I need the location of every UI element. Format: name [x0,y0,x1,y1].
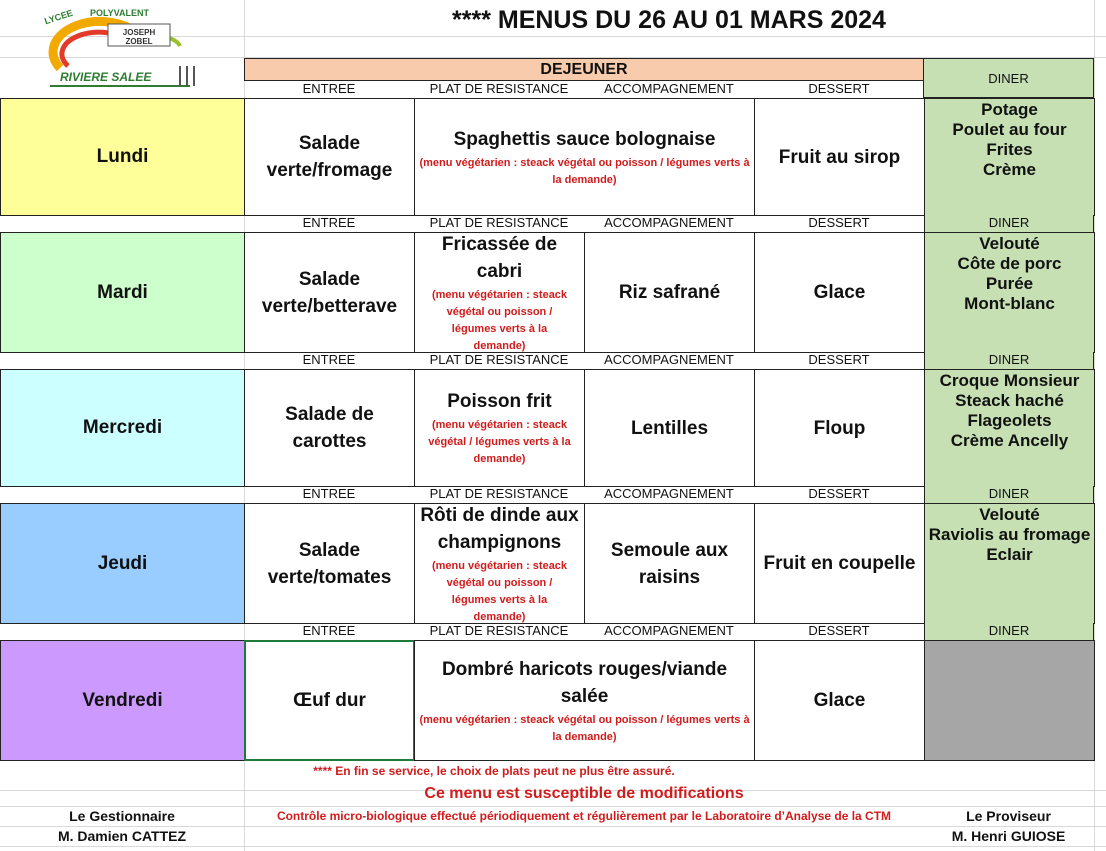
vegetarian-option: (menu végétarien : steack végétal ou poisson / légumes verts à la demande) [431,559,568,623]
logo-name: JOSEPH ZOBEL [122,28,156,46]
column-header-diner: DINER [924,215,1094,232]
entree-cell [244,640,415,761]
plat-dish: Dombré haricots rouges/viande salée [441,658,728,707]
entree-cell [244,369,415,487]
entree-cell [244,503,415,624]
footer-note-modifications: Ce menu est susceptible de modifications [424,785,744,802]
column-header-entree: ENTREE [302,486,356,501]
entree-dish: Salade de carottes [285,404,374,452]
column-header-diner: DINER [924,352,1094,369]
logo-city: RIVIERE SALEE [60,70,152,84]
dejeuner-label: DEJEUNER [540,60,628,78]
gridline [0,846,1106,847]
column-header-entree: ENTREE [302,81,356,96]
dessert-dish: Fruit au sirop [778,146,901,168]
logo-text-line2: POLYVALENT [90,8,150,18]
entree-dish: Salade verte/betterave [261,268,398,317]
plat-cell [414,503,585,624]
column-header-plat: PLAT DE RESISTANCE [429,623,569,638]
entree-dish: Salade verte/tomates [267,539,392,588]
dessert-dish: Fruit en coupelle [763,553,916,574]
diner-item: Mont-blanc [964,294,1055,313]
plat-cell [414,640,755,761]
school-logo [30,6,210,94]
diner-item: Crème Ancelly [950,431,1069,450]
column-header-entree: ENTREE [302,623,356,638]
column-header-diner: DINER [924,623,1094,640]
plat-cell [414,98,755,216]
plat-dish: Rôti de dinde aux champignons [420,504,579,553]
column-header-dessert: DESSERT [808,215,870,230]
diner-item: Côte de porc [957,254,1062,273]
dessert-cell [754,369,925,487]
diner-cell [924,232,1095,353]
column-header-accomp: ACCOMPAGNEMENT [604,81,734,96]
plat-dish: Spaghettis sauce bolognaise [453,128,716,150]
day-cell-mercredi [0,369,245,487]
day-name: Vendredi [82,689,163,711]
dessert-cell [754,640,925,761]
diner-header [923,58,1094,98]
day-name: Jeudi [97,552,148,574]
footer-note-control: Contrôle micro-biologique effectué périodiquement et régulièrement par le Laboratoire d’Analyse de la CTM [276,809,892,823]
vegetarian-option: (menu végétarien : steack végétal ou poisson / légumes verts à la demande) [431,288,568,352]
accompagnement-cell [584,369,755,487]
day-cell-vendredi [0,640,245,761]
plat-dish: Poisson frit [447,391,552,412]
accompagnement-dish: Riz safrané [618,282,721,303]
footer-note-service: **** En fin se service, le choix de plats peut ne plus être assuré. [313,764,675,778]
accompagnement-dish: Semoule aux raisins [610,539,729,588]
footer-right-title: Le Proviseur [966,808,1051,824]
diner-item: Potage [981,100,1038,119]
diner-item: Raviolis au fromage [928,525,1091,544]
entree-dish: Œuf dur [293,690,366,711]
accompagnement-cell [584,503,755,624]
footer-right-name: M. Henri GUIOSE [951,828,1066,844]
column-header-entree: ENTREE [302,352,356,367]
diner-item: Velouté [979,234,1040,253]
dessert-cell [754,503,925,624]
diner-item: Croque Monsieur [939,371,1080,390]
column-header-plat: PLAT DE RESISTANCE [429,352,569,367]
accompagnement-dish: Lentilles [630,417,709,439]
dessert-cell [754,232,925,353]
column-header-accomp: ACCOMPAGNEMENT [604,623,734,638]
entree-cell [244,232,415,353]
column-header-dessert: DESSERT [808,352,870,367]
diner-item: Poulet au four [952,120,1067,139]
diner-item: Flageolets [967,411,1052,430]
day-name: Mardi [97,281,148,303]
day-cell-mardi [0,232,245,353]
accompagnement-cell [584,232,755,353]
footer-left-name: M. Damien CATTEZ [57,828,187,844]
day-cell-lundi [0,98,245,216]
column-header-accomp: ACCOMPAGNEMENT [604,352,734,367]
diner-item: Velouté [979,505,1040,524]
plat-cell [414,232,585,353]
column-header-dessert: DESSERT [808,81,870,96]
diner-cell [924,503,1095,624]
column-header-plat: PLAT DE RESISTANCE [429,81,569,96]
page-title: **** MENUS DU 26 AU 01 MARS 2024 [452,6,886,34]
diner-item: Frites [986,140,1033,159]
column-header-accomp: ACCOMPAGNEMENT [604,486,734,501]
entree-cell [244,98,415,216]
day-cell-jeudi [0,503,245,624]
diner-cell [924,98,1095,216]
column-header-plat: PLAT DE RESISTANCE [429,215,569,230]
dejeuner-header [244,58,924,81]
column-header-diner: DINER [924,486,1094,503]
diner-item: Purée [985,274,1034,293]
dessert-cell [754,98,925,216]
logo-text-line1: LYCEE [43,7,75,27]
diner-item: Crème [983,160,1036,179]
vegetarian-option: (menu végétarien : steack végétal ou poisson / légumes verts à la demande) [419,713,750,743]
footer-left-title: Le Gestionnaire [69,808,175,824]
column-header-dessert: DESSERT [808,623,870,638]
diner-cell [924,369,1095,487]
day-name: Lundi [96,146,149,167]
vegetarian-option: (menu végétarien : steack végétal / légumes verts à la demande) [428,419,571,465]
diner-item: Eclair [986,545,1033,564]
vegetarian-option: (menu végétarien : steack végétal ou poisson / légumes verts à la demande) [419,156,750,186]
plat-cell [414,369,585,487]
column-header-plat: PLAT DE RESISTANCE [429,486,569,501]
column-header-dessert: DESSERT [808,486,870,501]
diner-item: Steack haché [955,391,1064,410]
diner-cell [924,640,1095,761]
diner-label: DINER [988,70,1029,86]
day-name: Mercredi [82,417,163,438]
entree-dish: Salade verte/fromage [266,133,393,181]
dessert-dish: Floup [813,417,866,439]
column-header-entree: ENTREE [302,215,356,230]
dessert-dish: Glace [813,282,866,303]
column-header-accomp: ACCOMPAGNEMENT [604,215,734,230]
dessert-dish: Glace [813,690,866,711]
plat-dish: Fricassée de cabri [441,233,558,282]
